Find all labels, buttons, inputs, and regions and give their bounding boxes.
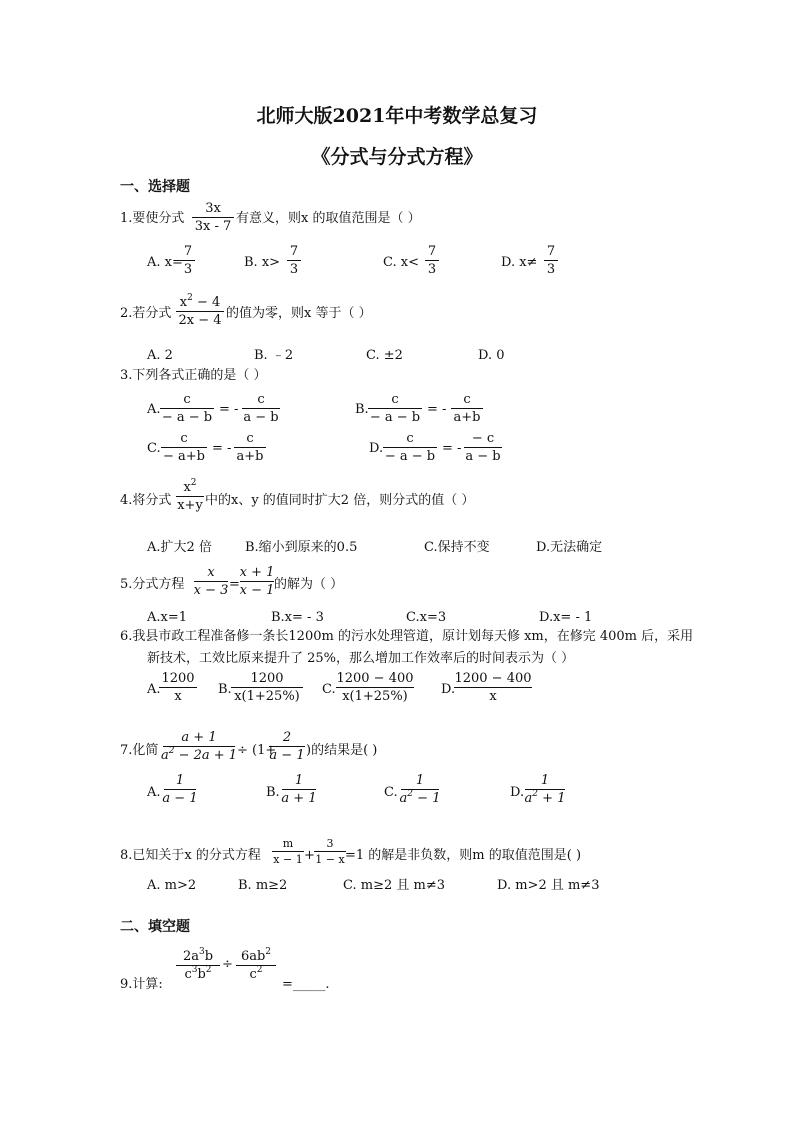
q5-option-a: A.x=1 <box>147 610 188 625</box>
q7-prefix: 7.化简 <box>120 743 159 758</box>
q5-equals: = <box>229 577 240 592</box>
q7-suffix: )的结果是( ) <box>306 743 378 758</box>
q8-prefix: 8.已知关于x 的分式方程 <box>120 848 261 863</box>
q4-option-a: A.扩大2 倍 <box>147 540 212 555</box>
q8-plus: + <box>304 848 315 863</box>
q5-option-b: B.x= - 3 <box>271 610 324 625</box>
q9-fraction-2: $6ab^2$ $c^2$ <box>236 950 276 981</box>
q7-option-c-fraction: 1 $a^2 - 1$ <box>399 773 441 806</box>
q3-option-a-label: A. <box>147 402 161 417</box>
q7-option-d-label: D. <box>510 785 525 800</box>
q8-option-a: A. m>2 <box>147 878 197 893</box>
q1-option-b: B. x> <box>244 255 281 270</box>
q8-option-b: B. m≥2 <box>238 878 288 893</box>
q8-suffix: =1 的解是非负数，则m 的取值范围是( ) <box>345 848 582 863</box>
q8-option-c: C. m≥2 且 m≠3 <box>343 878 445 893</box>
q3-option-b-right: c a+b <box>451 393 483 424</box>
q3-option-b-label: B. <box>355 402 369 417</box>
q7-option-c-label: C. <box>384 785 398 800</box>
q1-prefix: 1.要使分式 <box>120 211 185 226</box>
q6-option-b-fraction: 1200 x(1+25%) <box>231 672 303 703</box>
q6-option-a-fraction: 1200 x <box>159 672 197 703</box>
q3-option-b-equals: = - <box>427 402 447 417</box>
q3-option-c-equals: = - <box>212 441 232 456</box>
q6-option-c-label: C. <box>322 682 336 697</box>
q2-option-d: D. 0 <box>478 348 505 363</box>
q3-option-a-left: c − a − b <box>161 392 213 425</box>
q1-option-a: A. x= <box>147 255 183 270</box>
q3-stem: 3.下列各式正确的是（ ） <box>120 368 267 383</box>
q6-line-1: 6.我县市政工程准备修一条长1200m 的污水处理管道，原计划每天修 xm，在修完 400m 后，采用 <box>120 629 694 644</box>
q3-option-d-left: c − a − b <box>384 431 436 464</box>
q8-fraction-2: 3 1 − x <box>315 837 345 866</box>
q3-option-c-left: c − a+b <box>163 431 205 464</box>
q3-option-a-right: c a − b <box>243 392 279 425</box>
q2-suffix: 的值为零，则x 等于（ ） <box>226 306 372 321</box>
q6-option-c-fraction: 1200 − 400 x(1+25%) <box>336 671 414 704</box>
q7-option-b-label: B. <box>266 785 280 800</box>
q1-option-d: D. x≠ <box>501 255 538 270</box>
q4-suffix: 中的x、y 的值同时扩大2 倍，则分式的值（ ） <box>205 493 475 508</box>
q1-option-a-fraction: 7 3 <box>181 245 195 276</box>
q6-option-d-fraction: 1200 − 400 x <box>454 671 532 704</box>
q1-numerator: 3x <box>205 201 221 216</box>
q3-option-d-label: D. <box>369 441 384 456</box>
q3-option-a-equals: = - <box>219 402 239 417</box>
q6-option-b-label: B. <box>218 682 232 697</box>
q9-divide: ÷ <box>222 957 233 972</box>
q7-option-a-label: A. <box>147 785 161 800</box>
q7-fraction-1: a + 1 $a^2 - 2a + 1$ <box>160 730 238 763</box>
q4-option-b: B.缩小到原来的0.5 <box>245 540 358 555</box>
q8-option-d: D. m>2 且 m≠3 <box>497 878 600 893</box>
page-subtitle: 《分式与分式方程》 <box>311 146 483 168</box>
q6-option-d-label: D. <box>441 682 456 697</box>
q6-line-2: 新技术，工效比原来提升了 25%，那么增加工作效率后的时间表示为（ ） <box>147 651 575 666</box>
q3-option-c-label: C. <box>147 441 161 456</box>
q5-right-fraction: x + 1 x − 1 <box>239 565 275 598</box>
q4-option-c: C.保持不变 <box>424 540 490 555</box>
q5-option-d: D.x= - 1 <box>539 610 593 625</box>
q1-option-c-fraction: 7 3 <box>425 245 439 276</box>
q2-fraction: $x^2 - 4$ 2x − 4 <box>176 296 224 327</box>
q5-suffix: 的解为（ ） <box>274 577 344 592</box>
q9-answer-blank: =_____. <box>282 977 330 992</box>
q7-divide-open: ÷ (1+ <box>237 743 277 758</box>
q4-prefix: 4.将分式 <box>120 493 172 508</box>
q2-option-b: B. ﹣2 <box>254 348 294 363</box>
q1-option-c: C. x< <box>383 255 419 270</box>
q8-fraction-1: m x − 1 <box>273 837 303 866</box>
q6-option-a-label: A. <box>147 682 161 697</box>
q3-option-d-right: − c a − b <box>465 431 501 464</box>
q5-option-c: C.x=3 <box>406 610 447 625</box>
q9-label: 9.计算: <box>120 977 163 992</box>
q1-denominator: 3x - 7 <box>194 219 232 234</box>
q1-suffix: 有意义，则x 的取值范围是（ ） <box>236 211 421 226</box>
q7-option-d-fraction: 1 $a^2 + 1$ <box>524 773 566 806</box>
q9-fraction-1: $2a^3b$ $c^3b^2$ <box>176 950 220 981</box>
q2-prefix: 2.若分式 <box>120 306 172 321</box>
q2-option-a: A. 2 <box>147 348 173 363</box>
q3-option-d-equals: = - <box>442 441 462 456</box>
q1-option-d-fraction: 7 3 <box>544 245 558 276</box>
section-heading-choice: 一、选择题 <box>120 179 190 195</box>
q1-option-b-fraction: 7 3 <box>287 245 301 276</box>
q3-option-b-left: c − a − b <box>369 392 421 425</box>
q7-option-b-fraction: 1 a + 1 <box>281 773 317 806</box>
q3-option-c-right: c a+b <box>234 432 266 463</box>
q4-fraction: $x^2$ x+y <box>177 478 203 513</box>
section-heading-fill: 二、填空题 <box>120 919 190 935</box>
q2-option-c: C. ±2 <box>366 348 403 363</box>
q5-prefix: 5.分式方程 <box>120 577 185 592</box>
q7-fraction-2: 2 a − 1 <box>269 730 305 763</box>
q5-left-fraction: x x − 3 <box>193 565 229 598</box>
q4-option-d: D.无法确定 <box>536 540 603 555</box>
q1-fraction <box>192 202 234 233</box>
page-title: 北师大版2021年中考数学总复习 <box>256 105 538 127</box>
q7-option-a-fraction: 1 a − 1 <box>162 773 198 806</box>
